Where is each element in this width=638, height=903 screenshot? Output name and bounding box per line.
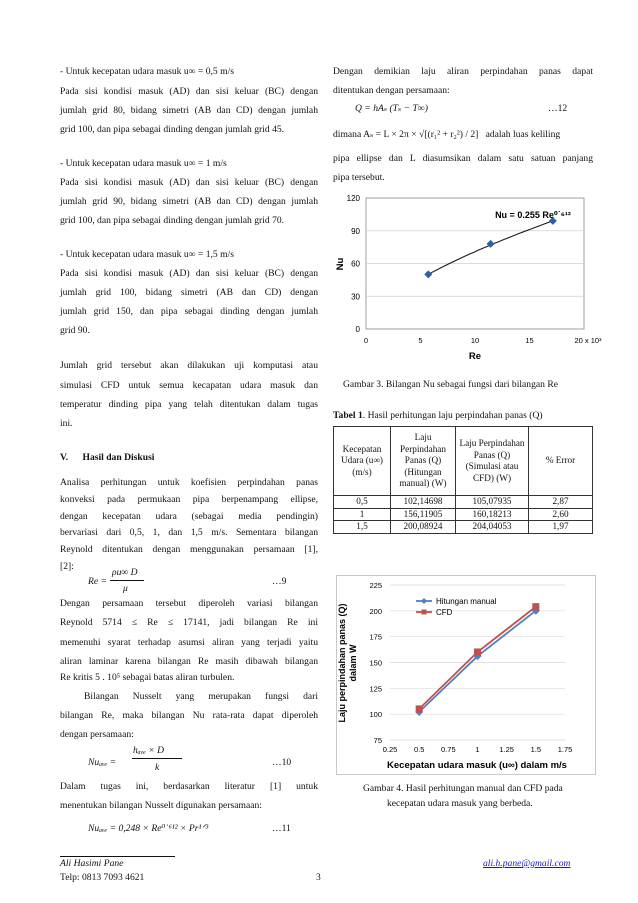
- table-row: [334, 496, 593, 509]
- page-number: 3: [316, 872, 321, 883]
- footer-author: Ali Hasimi Pane: [60, 858, 124, 869]
- p5-line-2: konveksi pada permukaan pipa berpenampang ellipse,: [60, 494, 318, 505]
- footer-phone: Telp: 0813 7093 4621: [60, 872, 145, 883]
- heat-rate-y-tick: 100: [369, 710, 382, 720]
- table-cell: 2,60: [529, 508, 593, 521]
- heat-rate-y-tick: 200: [369, 606, 382, 616]
- p5-line-5: Reynold ditentukan dengan menggunakan persamaan [1],: [60, 544, 318, 555]
- p5-line-4: bervariasi dari 0,5, 1, dan 1,5 m/s. Sementara bilangan: [60, 527, 318, 538]
- nu-re-y-tick: 30: [351, 292, 360, 302]
- p7-line-1: Bilangan Nusselt yang merupakan fungsi dari: [84, 691, 318, 702]
- heat-rate-x-tick: 1.5: [530, 745, 542, 754]
- eq10-denominator: k: [155, 762, 160, 773]
- eq9-lhs: Re =: [88, 576, 107, 587]
- table-cell: 0,5: [334, 496, 391, 509]
- p5-line-6: [2]:: [60, 561, 74, 572]
- footer-rule: [60, 856, 175, 857]
- p6-line-5: Re kritis 5 . 10⁵ sebagai batas aliran turbulen.: [60, 672, 235, 683]
- eq9-fraction-bar: [110, 580, 144, 581]
- p4-line-4: ini.: [60, 418, 73, 429]
- p3-line-4: grid 90.: [60, 325, 90, 336]
- heat-rate-x-tick: 1.25: [499, 745, 514, 754]
- heat-rate-point: [416, 705, 423, 712]
- heat-rate-point: [532, 603, 539, 610]
- nu-re-x-tick: 0: [363, 336, 369, 345]
- heat-rate-x-tick: 1.75: [557, 745, 573, 754]
- table-cell: 1,5: [334, 521, 391, 534]
- p3-title: - Untuk kecepatan udara masuk u∞ = 1,5 m/s: [60, 249, 234, 260]
- eq10-numerator: hₐᵥₑ × D: [133, 745, 165, 756]
- nu-re-x-axis-label: Re: [468, 351, 482, 362]
- eq10-fraction-bar: [132, 758, 182, 759]
- eq12: Q = hAₛ (Tₛ − T∞): [355, 103, 428, 114]
- nu-re-x-tick: 15: [525, 336, 534, 345]
- table-cell: 105,07935: [456, 496, 529, 509]
- heat-rate-y-axis-label-2: dalam W: [348, 644, 358, 682]
- p8-line-2: menentukan bilangan Nusselt digunakan persamaan:: [60, 800, 262, 811]
- heat-rate-x-tick: 0.5: [413, 745, 425, 754]
- table-row: [334, 508, 593, 521]
- p7-line-3: dengan persamaan:: [60, 729, 134, 740]
- table-header-cell: Laju Perpindahan Panas (Q) (Simulasi atau CFD) (W): [456, 427, 529, 496]
- table-1-title-text: Hasil perhitungan laju perpindahan panas (Q): [367, 410, 543, 421]
- p4-line-1: Jumlah grid tersebut akan dilakukan uji komputasi atau: [60, 360, 318, 371]
- table-1-title: Tabel 1. Hasil perhitungan laju perpindahan panas (Q): [333, 410, 543, 421]
- heat-rate-legend-label: Hitungan manual: [436, 597, 497, 606]
- table-cell: 160,18213: [456, 508, 529, 521]
- p1-title: - Untuk kecepatan udara masuk u∞ = 0,5 m/s: [60, 66, 234, 77]
- table-cell: 2,87: [529, 496, 593, 509]
- heat-rate-legend-label: CFD: [436, 608, 453, 617]
- p1-line-2: jumlah grid 80, bidang simetri (AB dan CD) dengan jumlah: [60, 105, 318, 116]
- eq9-numerator: ρu∞ D: [112, 567, 138, 578]
- nu-re-title: Nu = 0.255 Re⁰˙⁶¹²: [495, 210, 571, 220]
- table-header-row: [334, 427, 593, 496]
- heat-rate-x-axis-label: Kecepatan udara masuk (u∞) dalam m/s: [387, 760, 567, 771]
- figure-4-caption-1: Gambar 4. Hasil perhitungan manual dan CFD pada: [363, 783, 563, 794]
- heat-rate-y-tick: 125: [369, 684, 382, 694]
- nu-re-chart: [333, 190, 602, 365]
- heat-rate-legend-marker: [422, 610, 427, 615]
- heat-rate-x-tick: 1: [475, 745, 480, 754]
- nu-re-y-tick: 0: [355, 325, 360, 334]
- table-cell: 1: [334, 508, 391, 521]
- heat-rate-y-tick: 150: [369, 658, 382, 668]
- eq10-label: …10: [272, 757, 292, 768]
- table-header-cell: Kecepatan Udara (u∞) (m/s): [334, 427, 391, 496]
- table-cell: 200,08924: [391, 521, 456, 534]
- r1-line-1: Dengan demikian laju aliran perpindahan panas dapat: [333, 66, 593, 77]
- p6-line-1: Dengan persamaan tersebut diperoleh variasi bilangan: [60, 598, 318, 609]
- table-cell: 1,97: [529, 521, 593, 534]
- p2-line-2: jumlah grid 90, bidang simetri (AB dan CD) dengan jumlah: [60, 196, 318, 207]
- table-row: [334, 521, 593, 534]
- p6-line-3: memenuhi syarat terhadap asumsi aliran yang terjadi yaitu: [60, 637, 318, 648]
- table-header-cell: Laju Perpindahan Panas (Q) (Hitungan manual) (W): [391, 427, 456, 496]
- nu-re-y-tick: 90: [351, 226, 360, 236]
- p5-line-3: dengan kecepatan udara (sebagai media pendingin): [60, 511, 318, 522]
- nu-re-y-tick: 60: [351, 259, 360, 269]
- eq12-label: …12: [548, 103, 568, 114]
- p4-line-3: temperatur dinding pipa yang telah ditentukan dalam tugas: [60, 399, 318, 410]
- p2-line-3: grid 100, dan pipa sebagai dinding dengan jumlah grid 70.: [60, 215, 285, 226]
- p1-line-3: grid 100, dan pipa sebagai dinding dengan jumlah grid 45.: [60, 124, 285, 135]
- nu-re-x-tick: 20 x 10³: [574, 336, 602, 345]
- nu-re-x-tick: 5: [418, 336, 423, 345]
- nu-re-y-tick: 120: [346, 194, 360, 203]
- p7-line-2: bilangan Re, maka bilangan Nu rata-rata dapat diperoleh: [60, 710, 318, 721]
- heat-rate-y-tick: 75: [373, 736, 382, 745]
- heat-rate-y-axis-label-1: Laju perpindahan panas (Q): [337, 603, 347, 723]
- r1-line-2: ditentukan dengan persamaan:: [333, 85, 450, 96]
- section-heading: V. Hasil dan Diskusi: [60, 452, 155, 463]
- p8-line-1: Dalam tugas ini, berdasarkan literatur [1] untuk: [60, 781, 318, 792]
- heat-rate-point: [474, 648, 481, 655]
- p5-line-1: Analisa perhitungan untuk koefisien perpindahan panas: [60, 477, 318, 488]
- heat-rate-x-tick: 0.75: [441, 745, 456, 754]
- eq9-label: …9: [272, 576, 287, 587]
- figure-4-caption-2: kecepatan udara masuk yang berbeda.: [387, 798, 533, 809]
- heat-rate-x-tick: 0.25: [382, 745, 398, 754]
- p1-line-1: Pada sisi kondisi masuk (AD) dan sisi keluar (BC) dengan: [60, 86, 318, 97]
- eq11-label: …11: [272, 823, 291, 834]
- table-cell: 204,04053: [456, 521, 529, 534]
- heat-rate-chart: [336, 575, 596, 775]
- eq-area-line: dimana Aₛ = L × 2π × √[(r₁² + r₂²) / 2] adalah luas keliling: [333, 129, 561, 140]
- heat-rate-y-tick: 225: [369, 581, 382, 590]
- table-header-cell: % Error: [529, 427, 593, 496]
- table-cell: 102,14698: [391, 496, 456, 509]
- r2-line-1: pipa ellipse dan L diasumsikan dalam satu satuan panjang: [333, 153, 593, 164]
- heat-rate-y-tick: 175: [369, 632, 382, 642]
- p4-line-2: simulasi CFD untuk semua kecapatan udara masuk dan: [60, 380, 318, 391]
- p3-line-3: jumlah grid 150, dan pipa sebagai dinding dengan jumlah: [60, 306, 318, 317]
- eq10-lhs: Nuₐᵥₑ =: [88, 757, 117, 768]
- p2-line-1: Pada sisi kondisi masuk (AD) dan sisi keluar (BC) dengan: [60, 177, 318, 188]
- nu-re-x-tick: 10: [470, 336, 480, 345]
- nu-re-y-axis-label: Nu: [335, 257, 346, 271]
- r2-line-2: pipa tersebut.: [333, 172, 385, 183]
- p3-line-2: jumlah grid 100, bidang simetri (AB dan CD) dengan: [60, 287, 318, 298]
- eq11: Nuₐᵥₑ = 0,248 × Re⁰˙⁶¹² × Pr¹ᐟ³: [88, 823, 209, 834]
- p6-line-2: Reynold 5714 ≤ Re ≤ 17141, jadi bilangan Re ini: [60, 617, 318, 628]
- footer-email[interactable]: ali.h.pane@gmail.com: [483, 858, 571, 869]
- heat-transfer-table: [333, 426, 593, 534]
- table-cell: 156,11905: [391, 508, 456, 521]
- p2-title: - Untuk kecepatan udara masuk u∞ = 1 m/s: [60, 158, 227, 169]
- figure-3-caption: Gambar 3. Bilangan Nu sebagai fungsi dari bilangan Re: [343, 379, 559, 390]
- p6-line-4: aliran laminar karena bilangan Re masih dibawah bilangan: [60, 656, 318, 667]
- p3-line-1: Pada sisi kondisi masuk (AD) dan sisi keluar (BC) dengan: [60, 268, 318, 279]
- eq9-denominator: μ: [123, 583, 128, 594]
